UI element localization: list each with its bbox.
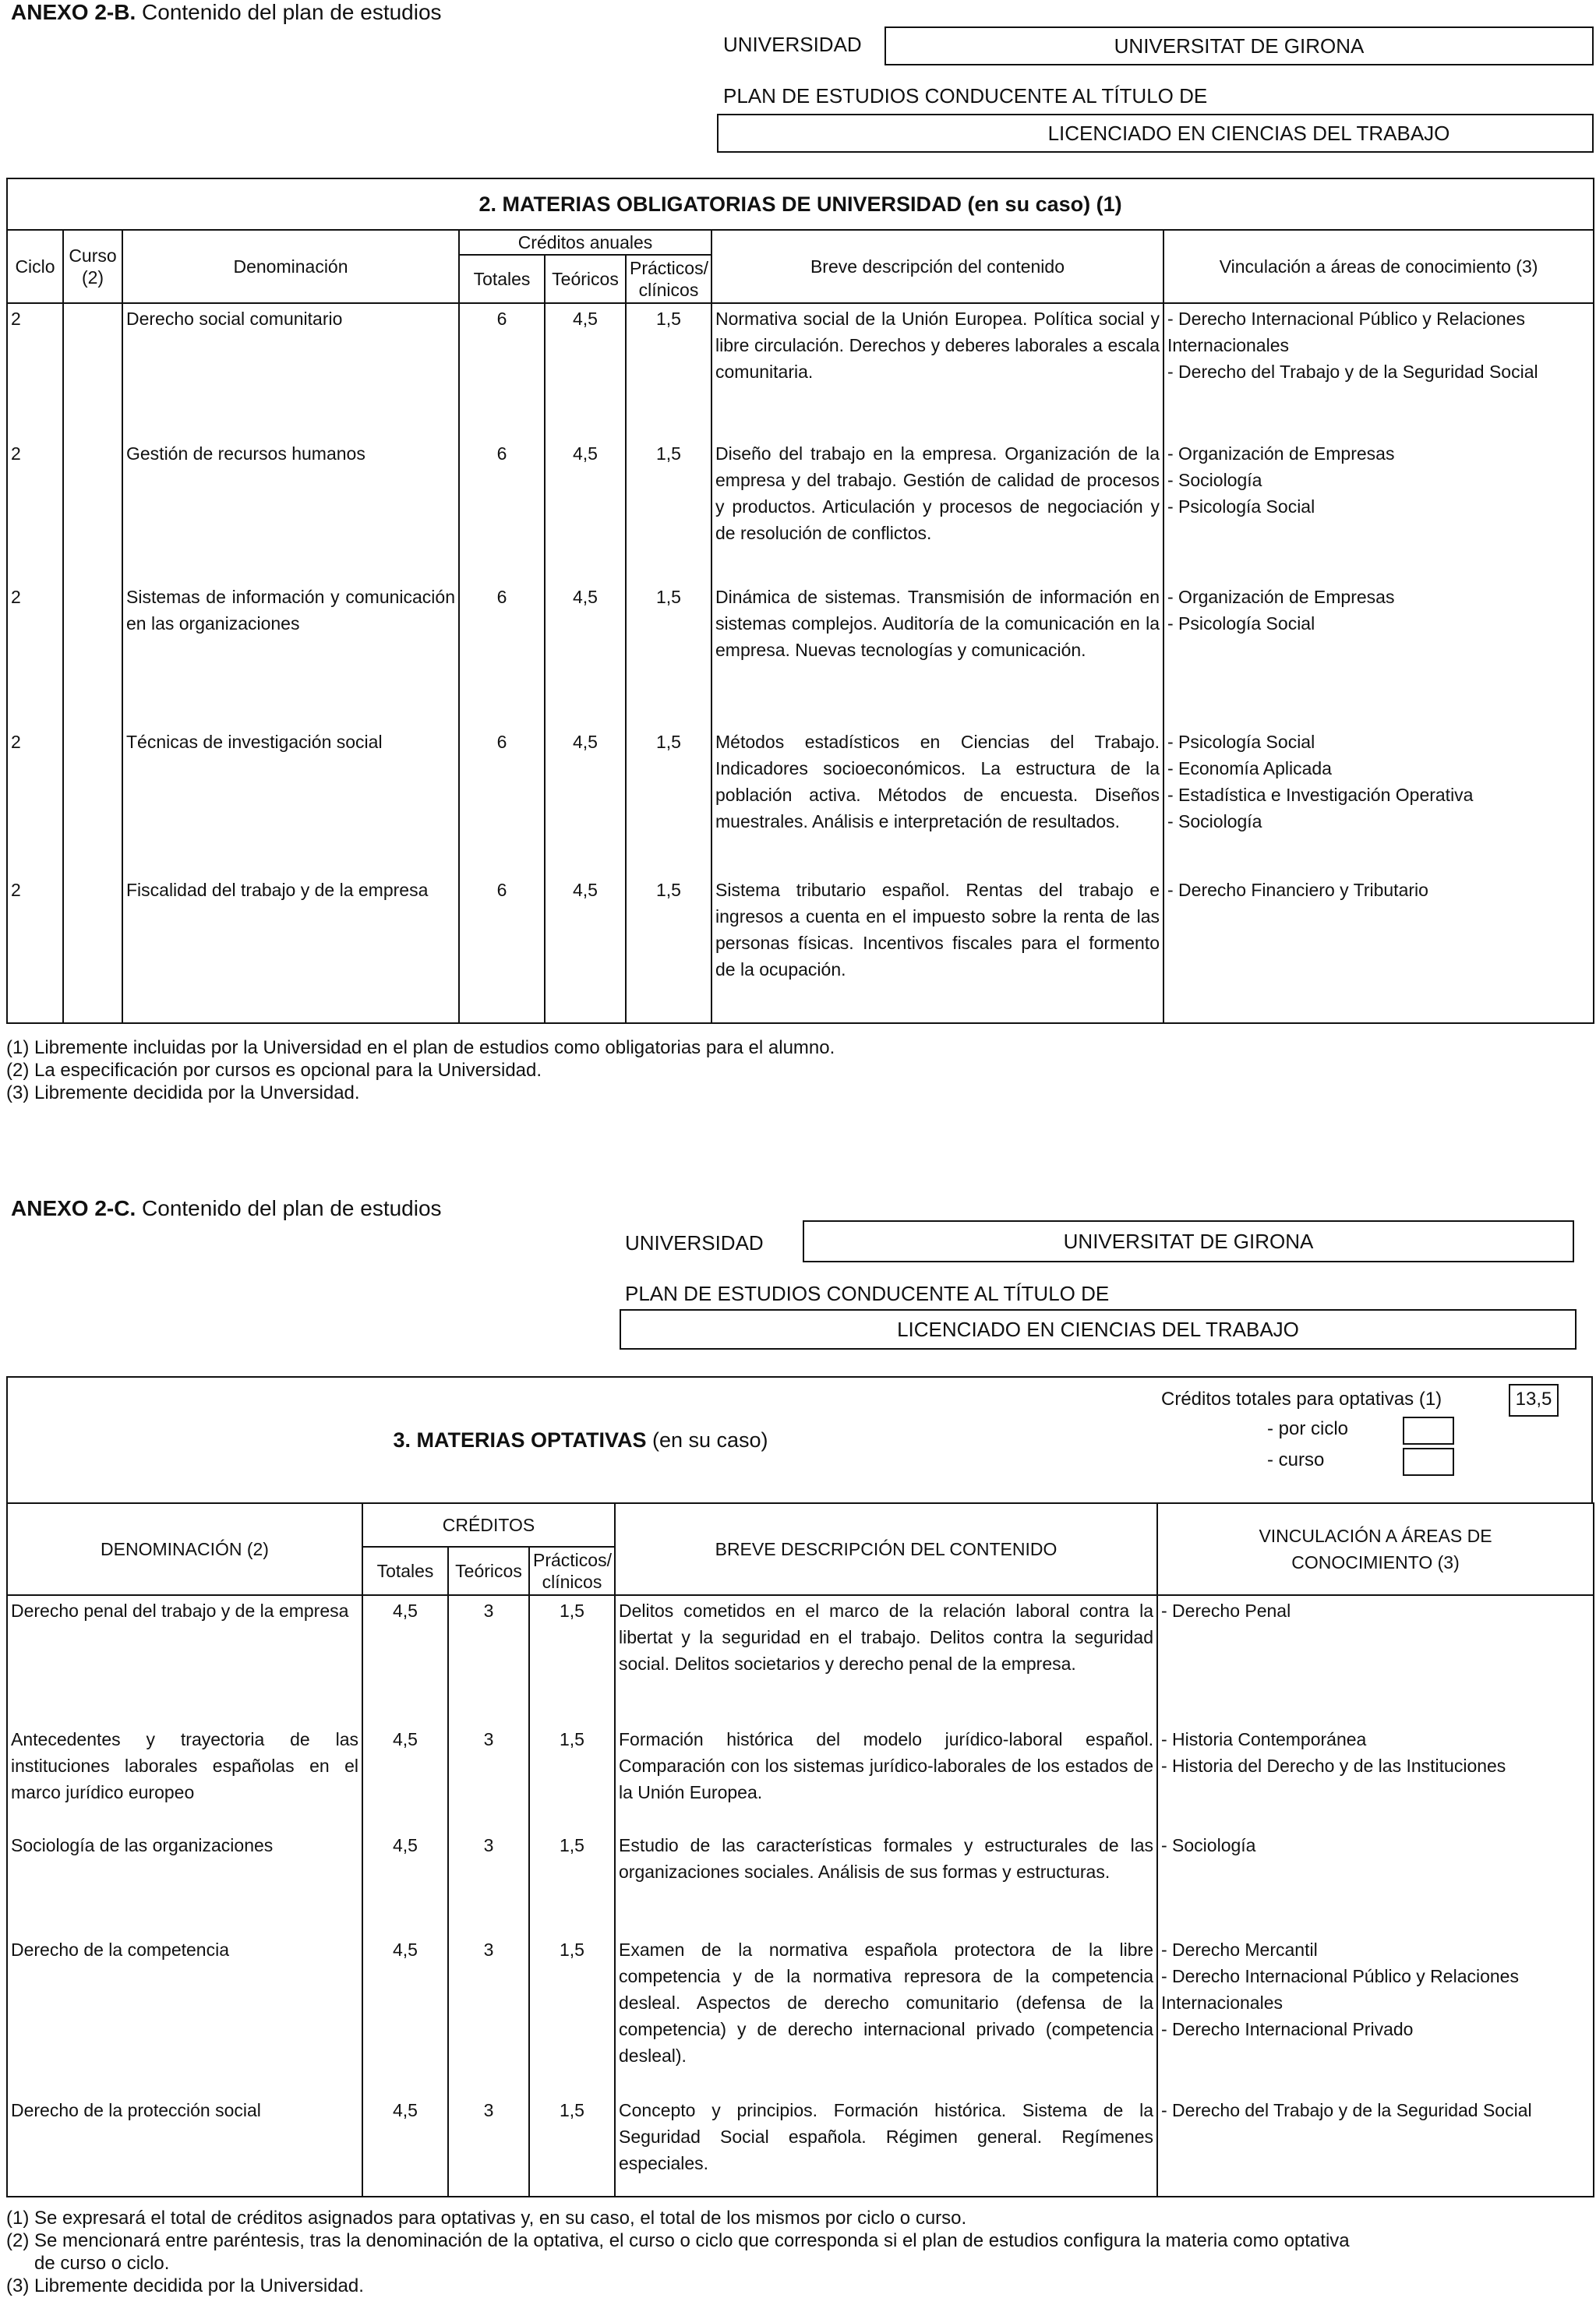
cell-areas [1157,2095,1594,2197]
annex-b-plan-label: PLAN DE ESTUDIOS CONDUCENTE AL TÍTULO DE [723,84,1208,108]
area-item: - Psicología Social [1167,496,1315,517]
annex-c-plan-box [620,1309,1577,1350]
cell-ciclo: 2 [7,439,63,582]
cell-totales: 6 [459,582,545,727]
annex-b-notes [6,1036,835,1104]
cell-totales: 4,5 [362,1935,448,2095]
cell-teoricos: 3 [448,1724,529,1830]
cell-descripcion: Examen de la normativa española protectora de la libre competencia y de la normativa represora de la competencia desleal. Aspectos de derecho comunitario (defensa de la competencia) y de derecho internacional privado (competencia desleal). [615,1935,1157,2095]
cell-descripcion: Estudio de las características formales y estructurales de las organizaciones sociales. Análisis de sus formas y estructuras. [615,1830,1157,1935]
table-row [7,303,1594,439]
cell-totales: 4,5 [362,2095,448,2197]
area-item: - Sociología [1167,811,1262,831]
cell-totales: 4,5 [362,1595,448,1724]
annex-c-title-box [6,1376,1593,1504]
cell-practicos: 1,5 [626,303,711,439]
cell-teoricos: 3 [448,1595,529,1724]
annex-b-heading-bold: ANEXO 2-B. [11,0,136,24]
area-item: - Psicología Social [1167,732,1315,752]
annex-c-heading-text: Contenido del plan de estudios [136,1196,442,1220]
col-descripcion: Breve descripción del contenido [711,230,1163,303]
cell-practicos: 1,5 [529,1724,615,1830]
area-item: - Derecho Penal [1161,1601,1291,1621]
cell-ciclo: 2 [7,727,63,875]
annex-b-university-box [885,26,1594,65]
table-row [7,727,1594,875]
por-ciclo-box [1403,1417,1454,1445]
cell-teoricos: 4,5 [545,582,626,727]
area-item: - Estadística e Investigación Operativa [1167,785,1474,805]
credits-total-value: 13,5 [1509,1384,1559,1417]
cell-practicos: 1,5 [529,1935,615,2095]
note: (1) Se expresará el total de créditos asignados para optativas y, en su caso, el total de los mismos por ciclo o curso. [6,2208,967,2229]
cell-denominacion: Antecedentes y trayectoria de las instituciones laborales españolas en el marco jurídico europeo [7,1724,362,1830]
cell-practicos: 1,5 [626,875,711,1023]
col-descripcion: BREVE DESCRIPCIÓN DEL CONTENIDO [615,1503,1157,1595]
curso-label: - curso [1267,1449,1325,1470]
cell-areas [1163,303,1594,439]
area-item: - Historia Contemporánea [1161,1729,1367,1749]
annex-c-heading-bold: ANEXO 2-C. [11,1196,136,1220]
cell-descripcion: Dinámica de sistemas. Transmisión de información en sistemas complejos. Auditoría de la comunicación en la empresa. Nuevas tecnologías y comunicación. [711,582,1163,727]
cell-teoricos: 4,5 [545,875,626,1023]
cell-curso [63,727,122,875]
table-row [7,1595,1594,1724]
annex-c-table [6,1502,1594,2197]
cell-totales: 6 [459,727,545,875]
cell-practicos: 1,5 [529,1595,615,1724]
area-item: - Organización de Empresas [1167,587,1395,607]
cell-denominacion: Derecho penal del trabajo y de la empresa [7,1595,362,1724]
table-row [7,439,1594,582]
cell-ciclo: 2 [7,875,63,1023]
cell-totales: 6 [459,303,545,439]
curso-box [1403,1448,1454,1476]
cell-practicos: 1,5 [529,2095,615,2197]
table-row [7,1724,1594,1830]
col-denominacion: DENOMINACIÓN (2) [7,1503,362,1595]
col-teoricos: Teóricos [448,1547,529,1595]
cell-areas [1157,1830,1594,1935]
note: de curso o ciclo. [34,2253,170,2274]
cell-denominacion: Técnicas de investigación social [122,727,459,875]
cell-totales: 4,5 [362,1830,448,1935]
credits-total-label: Créditos totales para optativas (1) [1161,1389,1442,1410]
area-item: - Psicología Social [1167,613,1315,634]
cell-areas [1163,875,1594,1023]
cell-areas [1163,727,1594,875]
note: (1) Libremente incluidas por la Universidad en el plan de estudios como obligatorias para el alumno. [6,1037,835,1058]
area-item: - Sociología [1167,470,1262,490]
table-row [7,1935,1594,2095]
table-row [7,2095,1594,2197]
note: (3) Libremente decidida por la Universidad. [6,2275,364,2296]
annex-c-notes [6,2207,1350,2297]
col-ciclo: Ciclo [7,230,63,303]
annex-c-university-label: UNIVERSIDAD [625,1231,764,1255]
cell-curso [63,439,122,582]
cell-descripcion: Normativa social de la Unión Europea. Política social y libre circulación. Derechos y deberes laborales a escala comunitaria. [711,303,1163,439]
col-vinculacion: Vinculación a áreas de conocimiento (3) [1163,230,1594,303]
annex-b-university-value: UNIVERSITAT DE GIRONA [1114,34,1365,58]
note: (3) Libremente decidida por la Unversidad. [6,1082,360,1103]
col-curso: Curso (2) [63,230,122,303]
cell-areas [1163,582,1594,727]
area-item: - Derecho Internacional Público y Relaciones Internacionales [1161,1966,1519,2013]
area-item: - Historia del Derecho y de las Instituciones [1161,1756,1506,1776]
cell-descripcion: Concepto y principios. Formación histórica. Sistema de la Seguridad Social española. Régimen general. Regímenes especiales. [615,2095,1157,2197]
area-item: - Derecho Internacional Público y Relaciones Internacionales [1167,309,1525,355]
cell-descripcion: Diseño del trabajo en la empresa. Organización de la empresa y del trabajo. Gestión de calidad de procesos y productos. Articulación y procesos de negociación y de resolución de conflictos. [711,439,1163,582]
area-item: - Derecho Financiero y Tributario [1167,880,1428,900]
cell-curso [63,582,122,727]
note: (2) La especificación por cursos es opcional para la Universidad. [6,1060,542,1081]
cell-denominacion: Derecho social comunitario [122,303,459,439]
cell-teoricos: 4,5 [545,439,626,582]
area-item: - Organización de Empresas [1167,443,1395,464]
annex-b-table [6,178,1594,1024]
annex-c-heading [11,1196,442,1221]
cell-descripcion: Métodos estadísticos en Ciencias del Trabajo. Indicadores socioeconómicos. La estructura de la población activa. Métodos de encuesta. Diseños muestrales. Análisis e interpretación de resultados. [711,727,1163,875]
annex-c-university-value: UNIVERSITAT DE GIRONA [1063,1230,1314,1253]
cell-denominacion: Sistemas de información y comunicación en las organizaciones [122,582,459,727]
cell-denominacion: Sociología de las organizaciones [7,1830,362,1935]
col-denominacion: Denominación [122,230,459,303]
annex-c-table-title-bold: 3. MATERIAS OPTATIVAS [393,1428,647,1452]
annex-b-university-label: UNIVERSIDAD [723,33,862,56]
cell-ciclo: 2 [7,303,63,439]
annex-c-plan-label: PLAN DE ESTUDIOS CONDUCENTE AL TÍTULO DE [625,1282,1110,1305]
col-vinculacion: VINCULACIÓN A ÁREAS DE CONOCIMIENTO (3) [1157,1503,1594,1595]
table-row [7,875,1594,1023]
annex-b-plan-value: LICENCIADO EN CIENCIAS DEL TRABAJO [1047,122,1450,145]
cell-areas [1157,1935,1594,2095]
cell-teoricos: 3 [448,1935,529,2095]
cell-totales: 4,5 [362,1724,448,1830]
annex-c-table-title [8,1378,1153,1502]
col-teoricos: Teóricos [545,255,626,303]
area-item: - Derecho Internacional Privado [1161,2019,1414,2039]
annex-b-heading [11,0,442,25]
cell-practicos: 1,5 [626,582,711,727]
annex-b-table-title: 2. MATERIAS OBLIGATORIAS DE UNIVERSIDAD (en su caso) (1) [7,178,1594,230]
area-item: - Derecho del Trabajo y de la Seguridad Social [1161,2100,1532,2120]
col-practicos: Prácticos/ clínicos [626,255,711,303]
cell-denominacion: Gestión de recursos humanos [122,439,459,582]
col-creditos: Créditos anuales [459,230,711,255]
cell-areas [1157,1724,1594,1830]
cell-totales: 6 [459,875,545,1023]
note: (2) Se mencionará entre paréntesis, tras la denominación de la optativa, el curso o ciclo que corresponda si el plan de estudios configura la materia como optativa [6,2230,1350,2251]
annex-c-university-box [803,1220,1574,1262]
col-creditos: CRÉDITOS [362,1503,615,1547]
table-row [7,582,1594,727]
cell-practicos: 1,5 [529,1830,615,1935]
cell-denominacion: Derecho de la protección social [7,2095,362,2197]
annex-c-table-title-suffix: (en su caso) [646,1428,768,1452]
cell-teoricos: 4,5 [545,303,626,439]
annex-c-plan-value: LICENCIADO EN CIENCIAS DEL TRABAJO [897,1318,1299,1341]
annex-b-heading-text: Contenido del plan de estudios [136,0,442,24]
area-item: - Sociología [1161,1835,1256,1855]
cell-areas [1163,439,1594,582]
cell-teoricos: 3 [448,2095,529,2197]
cell-ciclo: 2 [7,582,63,727]
col-totales: Totales [362,1547,448,1595]
cell-descripcion: Delitos cometidos en el marco de la relación laboral contra la libertat y la seguridad en el trabajo. Delitos contra la seguridad social. Delitos societarios y derecho penal de la empresa. [615,1595,1157,1724]
cell-curso [63,303,122,439]
annex-b-plan-box [717,114,1594,153]
cell-practicos: 1,5 [626,439,711,582]
col-practicos: Prácticos/ clínicos [529,1547,615,1595]
area-item: - Derecho del Trabajo y de la Seguridad Social [1167,362,1538,382]
por-ciclo-label: - por ciclo [1267,1418,1349,1439]
cell-curso [63,875,122,1023]
area-item: - Economía Aplicada [1167,758,1332,778]
cell-denominacion: Fiscalidad del trabajo y de la empresa [122,875,459,1023]
cell-teoricos: 3 [448,1830,529,1935]
table-row [7,1830,1594,1935]
cell-teoricos: 4,5 [545,727,626,875]
cell-descripcion: Sistema tributario español. Rentas del trabajo e ingresos a cuenta en el impuesto sobre la renta de las personas físicas. Incentivos fiscales para el formento de la ocupación. [711,875,1163,1023]
cell-denominacion: Derecho de la competencia [7,1935,362,2095]
col-totales: Totales [459,255,545,303]
area-item: - Derecho Mercantil [1161,1940,1318,1960]
cell-practicos: 1,5 [626,727,711,875]
cell-areas [1157,1595,1594,1724]
cell-descripcion: Formación histórica del modelo jurídico-laboral español. Comparación con los sistemas jurídico-laborales de los estados de la Unión Europea. [615,1724,1157,1830]
cell-totales: 6 [459,439,545,582]
